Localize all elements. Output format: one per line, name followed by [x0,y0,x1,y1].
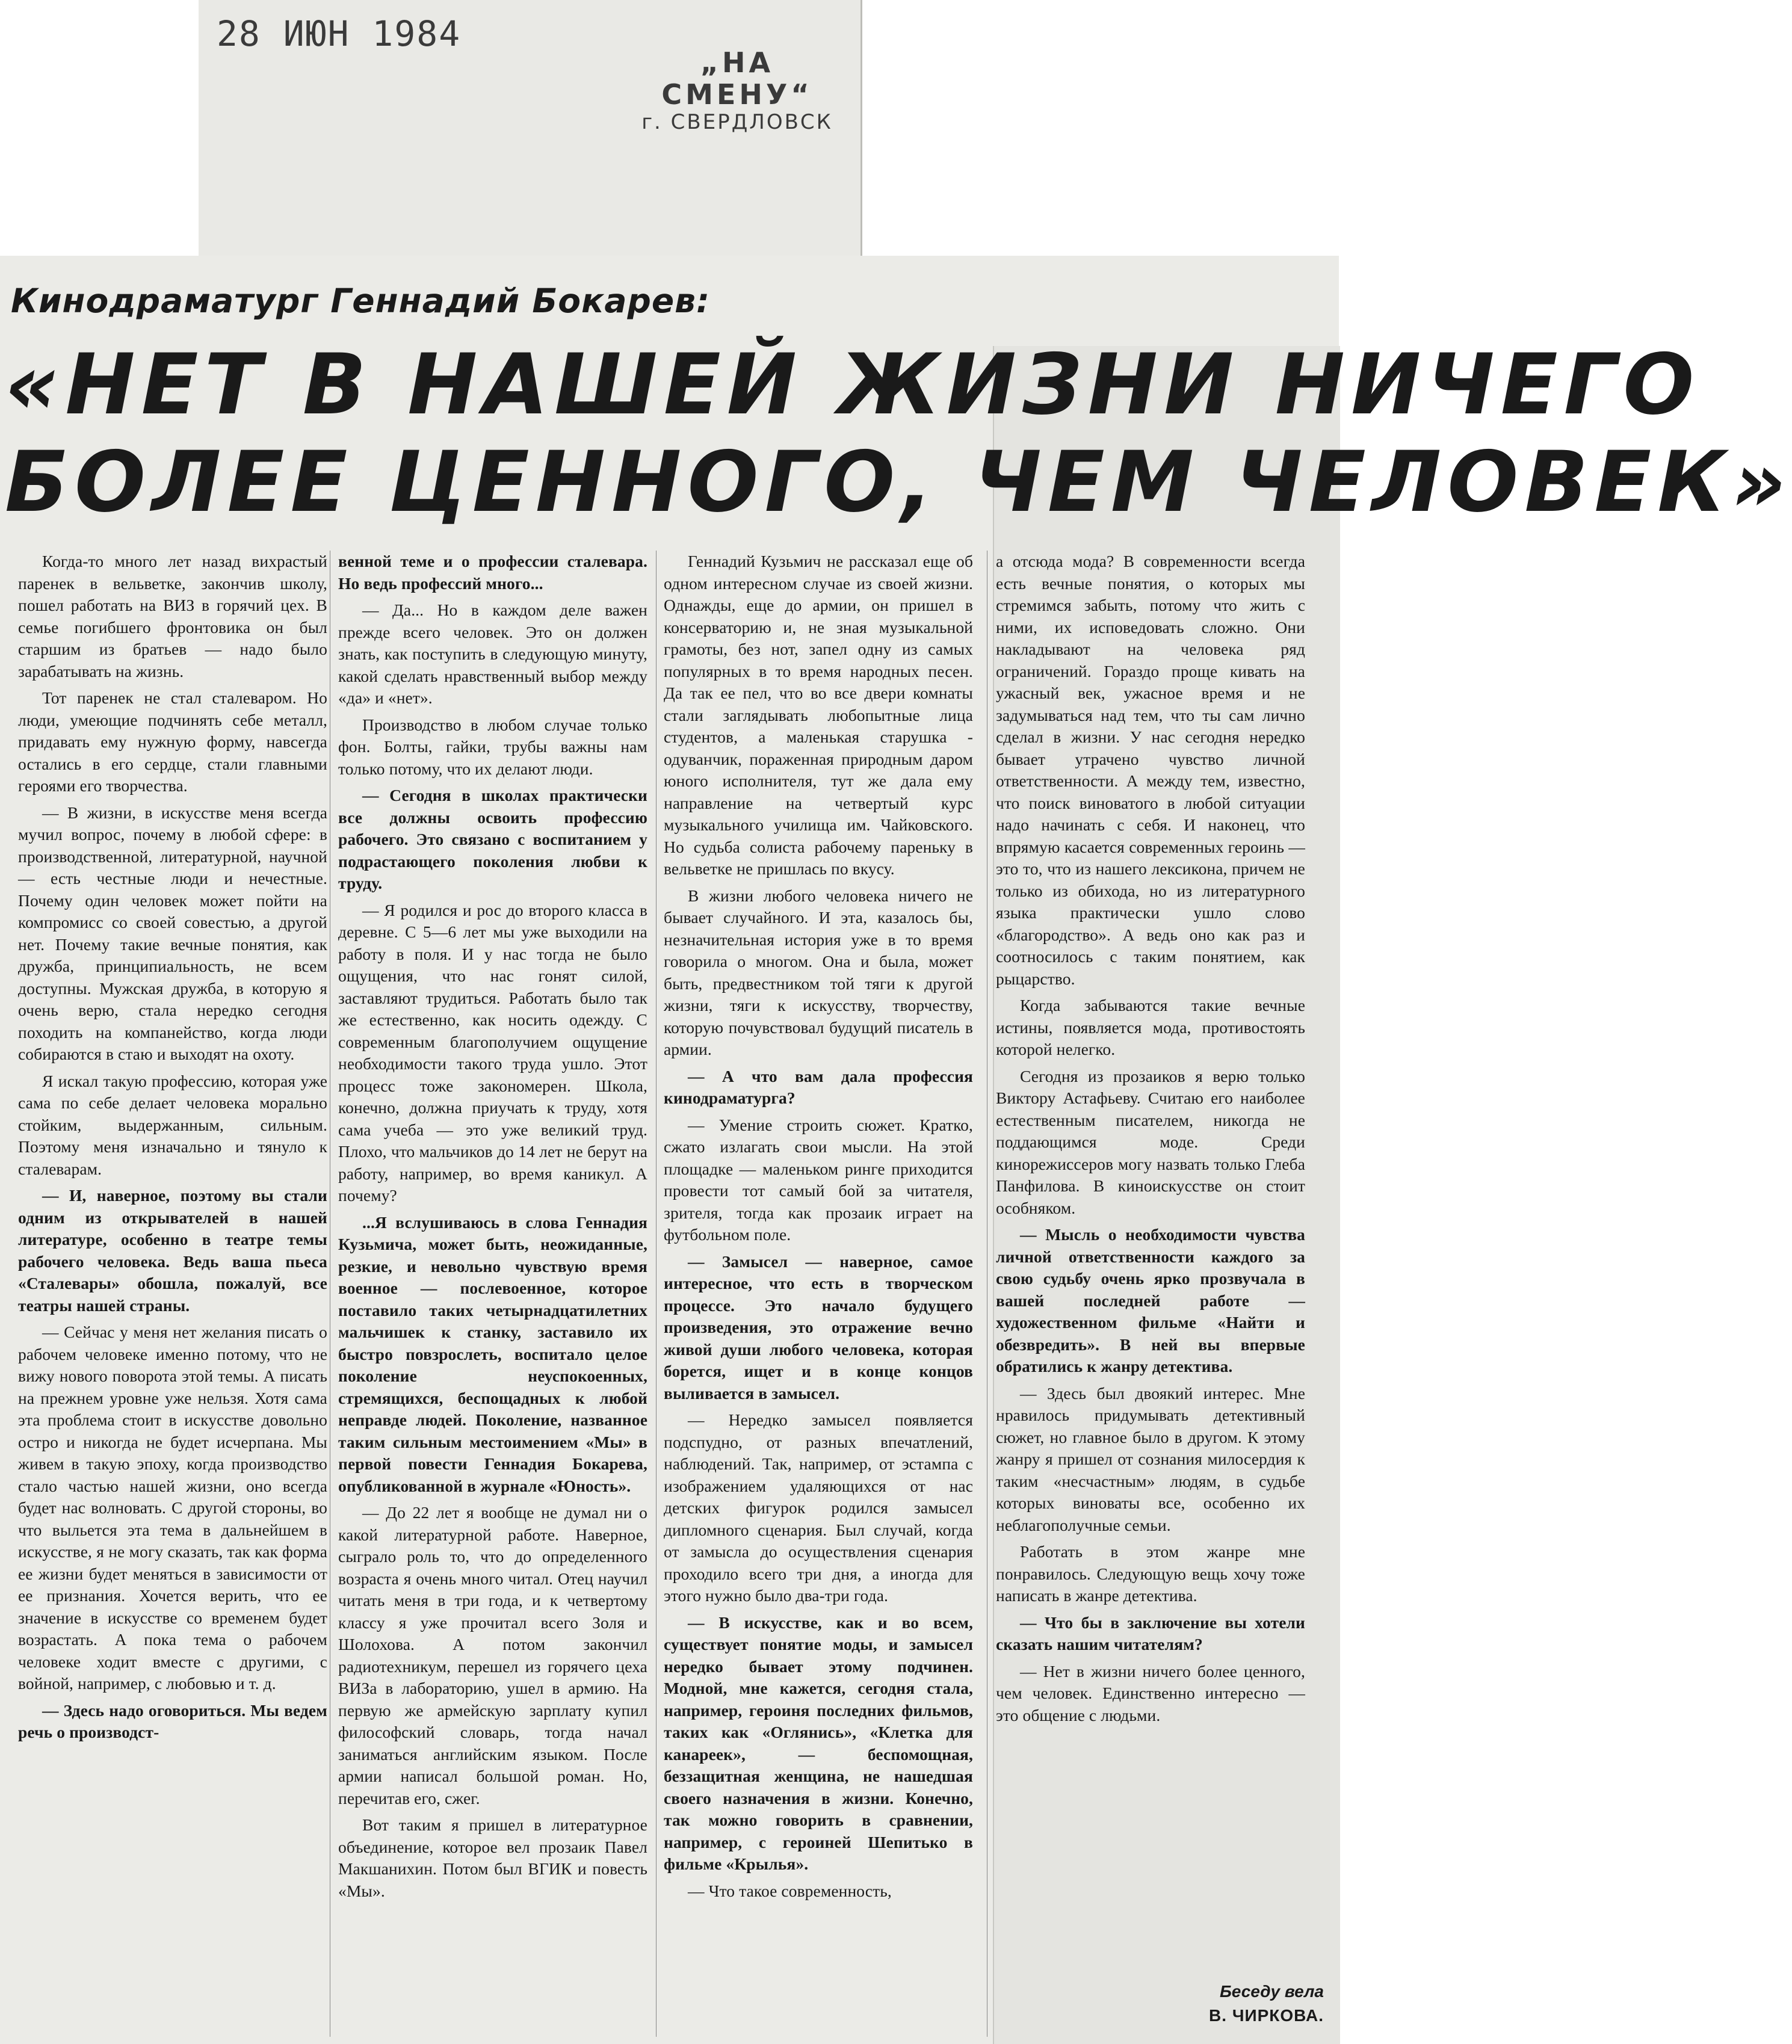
article-credits [1179,1980,1324,2028]
headline-line-1: «НЕТ В НАШЕЙ ЖИЗНИ НИЧЕГО [5,336,1701,433]
article-paragraph: Когда забываются такие вечные истины, появляется мода, противостоять которой нелегко. [996,996,1305,1058]
article-paragraph: Геннадий Кузьмич не рассказал еще об одном интересном случае из своей жизни. Однажды, еще до армии, он пришел в консерваторию и, не зная музыкальной грамоты, без нот, запел одну из самых популярных в то время народных песен. Да так ее пел, что во все двери комнаты стали заглядывать любопытные лица студентов, а маленькая старушка - одуванчик, пораженная природным даром юного исполнителя, тут же дала ему направление на четвертый курс музыкального училища им. Чайковского. Но судьба солиста рабочему пареньку в вельветке не пришлась по вкусу. [664,552,973,878]
article-paragraph: а отсюда мода? В современности всегда есть вечные понятия, о которых мы стремимся забыть, потому что жить с ними, их исповедовать сложно. Они накладывают на человека ряд ограничений. Гораздо проще кивать на ужасный век, ужасное время и не задумываться над тем, что ты сам лично сделал в жизни. У нас сегодня нередко бывает утрачено чувство личной ответственности. А между тем, известно, что поиск виноватого в любой ситуации надо начинать с себя. И наконец, что впрямую касается современных героинь — это то, что из нашего лексикона, причем не только из обихода, но из литературного языка практически ушло слово «благородство». А ведь оно как раз и соотносилось с таким понятием, как рыцарство. [996,552,1305,988]
interviewer-question: — Здесь надо оговориться. Мы ведем речь о производст- [18,1700,327,1741]
article-paragraph: — В жизни, в искусстве меня всегда мучил вопрос, почему в любой сфере: в производственной, литературной, научной — есть честные люди и нечестные. Почему один человек может пойти на компромисс со своей совестью, а другой нет. Почему такие вечные понятия, как дружба, принципиальность, не всем доступны. Мужская дружба, в которую я очень верю, стала нередко сегодня походить на компанейство, когда люди собираются в стаю и выходят на охоту. [18,803,327,1063]
interviewer-question: — Замысел — наверное, самое интересное, что есть в творческом процессе. Это начало будущего произведения, это отражение вечно живой души любого человека, которая борется, ищет и в конце концов выливается в замысел. [664,1252,973,1403]
column-divider [656,551,657,2037]
article-paragraph: Сегодня из прозаиков я верю только Виктору Астафьеву. Считаю его наиболее естественным писателем, никогда не поддающимся моде. Среди кинорежиссеров могу назвать только Глеба Панфилова. В киноискусстве он стоит особняком. [996,1066,1305,1217]
article-paragraph: — Да... Но в каждом деле важен прежде всего человек. Это он должен знать, как поступить в следующую минуту, какой сделать нравственный выбор между «да» и «нет». [338,601,647,707]
article-kicker: Кинодраматург Геннадий Бокарев: [11,282,710,320]
text-column-4 [996,551,1305,2034]
date-stamp: 28 ИЮН 1984 [217,13,462,54]
newspaper-name: „НА СМЕНУ“ [661,46,813,111]
interviewer-question: ...Я вслушиваюсь в слова Геннадия Кузьмича, может быть, неожиданные, резкие, и невольно чувствую время военное — послевоенное, которое поставило таких четырнадцатилетних мальчишек к станку, заставило их быстро повзрослеть, воспитало целое поколение неуспокоенных, стремящихся, беспощадных к любой неправде людей. Поколение, названное таким сильным местоимением «Мы» в первой повести Геннадия Бокарева, опубликованной в журнале «Юность». [338,1212,647,1495]
article-paragraph: — До 22 лет я вообще не думал ни о какой литературной работе. Наверное, сыграло роль то, что до определенного возраста я очень много читал. Отец научил читать меня в три года, и к четвертому классу я уже прочитал всего Золя и Шолохова. А потом закончил радиотехникум, перешел из горячего цеха ВИЗа в лабораторию, ушел в армию. На первую же армейскую зарплату купил философский словарь, тогда начал заниматься английским языком. После армии написал большой роман. Но, перечитав его, сжег. [338,1503,647,1808]
interviewer-question: — Мысль о необходимости чувства личной ответственности каждого за свою судьбу очень ярко прозвучала в вашей последней работе — художественном фильме «Найти и обезвредить». В ней вы впервые обратились к жанру детектива. [996,1225,1305,1376]
newspaper-stamp [626,47,848,134]
article-paragraph: — Я родился и рос до второго класса в деревне. С 5—6 лет мы уже выходили на работу в поля. И у нас тогда не было ощущения, что нас гонят силой, заставляют трудиться. Работать было так же естественно, как носить одежду. С современным благополучием ощущение необходимости такого труда ушло. Этот процесс тоже закономерен. Школа, конечно, должна приучать к труду, хотя сама учеба — это уже великий труд. Плохо, что мальчиков до 14 лет не берут на работу, например, во время каникул. А почему? [338,900,647,1205]
article-paragraph: Производство в любом случае только фон. Болты, гайки, трубы важны нам только потому, что их делают люди. [338,715,647,778]
article-paragraph: — Умение строить сюжет. Кратко, сжато излагать свои мысли. На этой площадке — маленьком ринге приходится провести тот самый бой за читателя, зрителя, тогда как прозаик играет на футбольном поле. [664,1115,973,1244]
credits-author: В. ЧИРКОВА. [1209,2006,1324,2025]
interviewer-question: венной теме и о профессии сталевара. Но ведь профессий много... [338,552,647,593]
article-paragraph: — Нет в жизни ничего более ценного, чем человек. Единственно интересно — это общение с людьми. [996,1661,1305,1724]
article-paragraph: Я искал такую профессию, которая уже сама по себе делает человека морально стойким, выдержанным, сильным. Поэтому меня изначально и тянуло к сталеварам. [18,1071,327,1178]
credits-label: Беседу вела [1219,1982,1324,2001]
article-paragraph: Вот таким я пришел в литературное объединение, которое вел прозаик Павел Макшанихин. Потом был ВГИК и повесть «Мы». [338,1815,647,1900]
text-column-3 [664,551,973,2034]
text-column-1 [18,551,327,2034]
article-headline [5,336,1792,531]
text-column-2 [338,551,647,2034]
article-paragraph: Тот паренек не стал сталеваром. Но люди, умеющие подчинять себе металл, придавать ему нужную форму, навсегда остались в его сердце, стали главными героями его творчества. [18,688,327,795]
article-paragraph: — Здесь был двоякий интерес. Мне нравилось придумывать детективный сюжет, но главное было в другом. К этому жанру я пришел от сознания милосердия к таким «несчастным» людям, в судьбе которых виноваты все, особенно их неблагополучные семьи. [996,1383,1305,1534]
article-paragraph: В жизни любого человека ничего не бывает случайного. И эта, казалось бы, незначительная история уже в то время говорила о многом. Она и была, может быть, предвестником той тяги к другой жизни, тяги к искусству, творчеству, которую почувствовал будущий писатель в армии. [664,886,973,1058]
headline-line-2: БОЛЕЕ ЦЕННОГО, ЧЕМ ЧЕЛОВЕК» [5,433,1792,531]
article-paragraph: Когда-то много лет назад вихрастый паренек в вельветке, закончив школу, пошел работать на ВИЗ в горячий цех. В семье погибшего фронтовика он был старшим из братьев — надо было зарабатывать на жизнь. [18,552,327,681]
article-paragraph: — Нередко замысел появляется подспудно, от разных впечатлений, наблюдений. Так, например, от эстампа с изображением удаляющихся от нас детских фигурок родился замысел дипломного сценария. Был случай, когда от замысла до осуществления сценария проходило всего три дня, а иногда для этого нужно было два-три года. [664,1410,973,1605]
article-paragraph: — Сейчас у меня нет желания писать о рабочем человеке именно потому, что не вижу нового поворота этой темы. А писать на прежнем уровне уже нельзя. Хотя сама эта проблема стоит в искусстве довольно остро и никогда не будет исчерпана. Мы живем в такую эпоху, когда производство стало частью нашей жизни, оно всегда будет нас волновать. С другой стороны, во что выльется эта тема в дальнейшем в искусстве, я не могу сказать, так как форма ее жизни будет меняться в зависимости от ее признания. Хочется верить, что ее значение в искусстве со временем будет возрастать. А пока тема о рабочем человеке ходит вместе с другими, с войной, например, с любовью и т. д. [18,1323,327,1693]
article-paragraph: Работать в этом жанре мне понравилось. Следующую вещь хочу тоже написать в жанре детектива. [996,1542,1305,1605]
interviewer-question: — А что вам дала профессия кинодраматурга? [664,1066,973,1107]
interviewer-question: — Что бы в заключение вы хотели сказать нашим читателям? [996,1613,1305,1653]
interviewer-question: — В искусстве, как и во всем, существует понятие моды, и замысел нередко бывает этому подчинен. Модной, мне кажется, сегодня стала, например, героиня последних фильмов, таких как «Оглянись», «Клетка для канареек», — беспомощная, беззащитная женщина, не нашедшая своего назначения в жизни. Конечно, так можно говорить в сравнении, например, с героиней Шепитько в фильме «Крылья». [664,1613,973,1873]
article-paragraph: — Что такое современность, [688,1881,892,1900]
newspaper-city: г. СВЕРДЛОВСК [641,110,833,134]
interviewer-question: — И, наверное, поэтому вы стали одним из открывателей в нашей литературе, особенно в театре темы рабочего человека. Ведь ваша пьеса «Сталевары» обошла, пожалуй, все театры нашей страны. [18,1186,327,1315]
interviewer-question: — Сегодня в школах практически все должны освоить профессию рабочего. Это связано с воспитанием у подрастающего поколения любви к труду. [338,786,647,892]
